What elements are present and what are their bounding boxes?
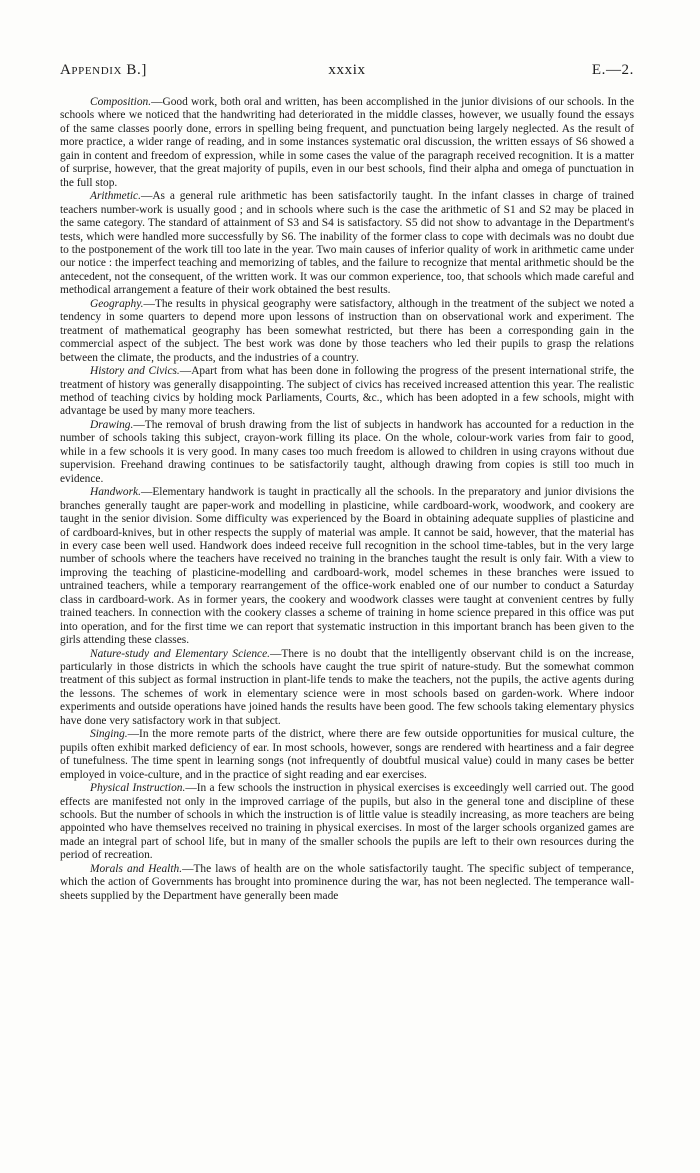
paragraph-arithmetic (60, 190, 634, 298)
paragraph-heading: Drawing. (90, 418, 134, 431)
paragraph-morals-health (60, 863, 634, 903)
paragraph-text: —As a general rule arithmetic has been satisfactorily taught. In the infant classes in charge of trained teachers number-work is usually good ; and in schools where such is the case the arithmetic of S1 and S2 may be placed in the same category. The standard of attainment of S3 and S4 is satisfactory. S5 did not show to advantage in the Department's tests, which were handled more successfully by S6. The inability of the former class to cope with decimals was no doubt due to the postponement of the work till too late in the year. Two main causes of inferior quality of work in arithmetic came under our notice : the imperfect teaching and memorizing of tables, and the failure to recognize that mental arithmetic should be the antecedent, not the consequent, of the written work. It was our common experience, too, that schools which made careful and methodical arrangement a feature of their work obtained the best results. (60, 190, 634, 297)
page-header (60, 62, 634, 82)
paragraph-heading: Geography. (90, 297, 144, 310)
paragraph-text: —The laws of health are on the whole satisfactorily taught. The specific subject of temperance, which the action of Governments has brought into prominence during the war, has not been neglected. The temperance wall-sheets supplied by the Department have generally been made (60, 862, 635, 902)
paragraph-heading: Singing. (90, 728, 128, 741)
paragraph-text: —Elementary handwork is taught in practically all the schools. In the preparatory and junior divisions the branches generally taught are paper-work and modelling in plasticine, while cardboard-work, woodwork, and cookery are taught in the senior division. Some difficulty was experienced by the Board in obtaining adequate supplies of plasticine and of cardboard-knives, but in other respects the supply of material was ample. It cannot be said, however, that the material has in every case been well used. Handwork does indeed receive full recognition in the school time-tables, but in the very large number of schools where the teachers have received no training in the branches taught the result is only fair. With a view to improving the teaching of plasticine-modelling and cardboard-work, model schemes in these branches were issued to untrained teachers, while a temporary rearrangement of the office-work enabled one of our number to conduct a Saturday class in cardboard-work. As in former years, the cookery and woodwork classes were taught at convenient centres by fully trained teachers. In connection with the cookery classes a scheme of training in home science prepared in this office was put into operation, and for the first time we can report that systematic instruction in this important branch has been given to the girls attending these classes. (60, 486, 634, 647)
paragraph-text: —The removal of brush drawing from the list of subjects in handwork has accounted for a reduction in the number of schools taking this subject, crayon-work filling its place. On the whole, colour-work varies from fair to good, while in a few schools it is very good. In many cases too much freedom is allowed to children in using crayons without due supervision. Freehand drawing continues to be satisfactorily taught, although drawing from copies is still too much in evidence. (60, 418, 634, 485)
paragraph-heading: Morals and Health. (90, 862, 183, 875)
paragraph-heading: Composition. (90, 96, 152, 108)
paragraph-drawing (60, 419, 634, 486)
paragraph-nature-study (60, 648, 634, 729)
paragraph-text: —The results in physical geography were satisfactory, although in the treatment of the subject we noted a tendency in some quarters to depend more upon lessons of instruction than on observational work and experiment. The treatment of mathematical geography has been somewhat restricted, but there has been a corresponding gain in the commercial aspect of the subject. The best work was done by those teachers who led their pupils to grasp the relations between the climate, the products, and the industries of a country. (60, 297, 634, 364)
header-section-code: E.—2. (591, 62, 634, 78)
report-body (60, 96, 634, 903)
paragraph-physical-instruction (60, 782, 634, 863)
paragraph-text: —There is no doubt that the intelligently observant child is on the increase, particularly in those districts in which the schools have caught the true spirit of nature-study. But the somewhat common treatment of this subject as formal instruction in plant-life tends to make the teachers, not the pupils, the active agents during the lessons. The schemes of work in elementary science were in most schools based on garden-work. Where indoor experiments and outside operations have joined hands the results have been good. The few schools taking elementary physics have done very satisfactory work in that subject. (60, 647, 634, 727)
paragraph-geography (60, 298, 634, 365)
paragraph-text: —Apart from what has been done in following the progress of the present international strife, the treatment of history was generally disappointing. The subject of civics has received increased attention this year. The realistic method of teaching civics by holding mock Parliaments, Courts, &c., which has been adopted in a few schools, might with advantage be used by many more teachers. (60, 365, 634, 418)
paragraph-handwork (60, 486, 634, 647)
paragraph-composition (60, 96, 634, 190)
paragraph-heading: Nature-study and Elementary Science. (90, 647, 271, 660)
header-appendix-label: Appendix B.] (60, 62, 147, 78)
paragraph-heading: Physical Instruction. (90, 782, 186, 795)
paragraph-heading: Arithmetic. (90, 190, 141, 203)
paragraph-heading: History and Civics. (90, 365, 180, 378)
paragraph-text: —In the more remote parts of the district, where there are few outside opportunities for musical culture, the pupils often exhibit marked deficiency of ear. In most schools, however, songs are rendered with heartiness and a fair degree of tunefulness. The time spent in learning songs (not infrequently of doubtful musical value) could in many cases be better employed in voice-culture, and in the practice of sight reading and ear exercises. (60, 728, 634, 781)
paragraph-history-civics (60, 365, 634, 419)
paragraph-text: —Good work, both oral and written, has been accomplished in the junior divisions of our schools. In the schools where we noticed that the handwriting had deteriorated in the middle classes, however, we usually found the essays of the same classes poorly done, errors in spelling being frequent, and punctuation being largely neglected. As the result of more practice, a wider range of reading, and in some instances systematic oral discussion, the written essays of S6 showed a gain in content and freedom of expression, while in some cases the value of the paragraph received recognition. It is a matter of surprise, however, that the great majority of pupils, even in our best schools, find their alpha and omega of punctuation in the full stop. (60, 96, 634, 189)
paragraph-text: —In a few schools the instruction in physical exercises is exceedingly well carried out. The good effects are manifested not only in the improved carriage of the pupils, but also in the general tone and discipline of these schools. But the number of schools in which the instruction is of little value is steadily increasing, as more teachers are being appointed who have themselves received no training in physical exercises. In most of the larger schools organized games are made an integral part of school life, but in many of the smaller schools the pupils are left to their own resources during the period of recreation. (60, 782, 634, 862)
paragraph-heading: Handwork. (90, 486, 141, 499)
header-page-number: xxxix (328, 62, 366, 78)
paragraph-singing (60, 728, 634, 782)
